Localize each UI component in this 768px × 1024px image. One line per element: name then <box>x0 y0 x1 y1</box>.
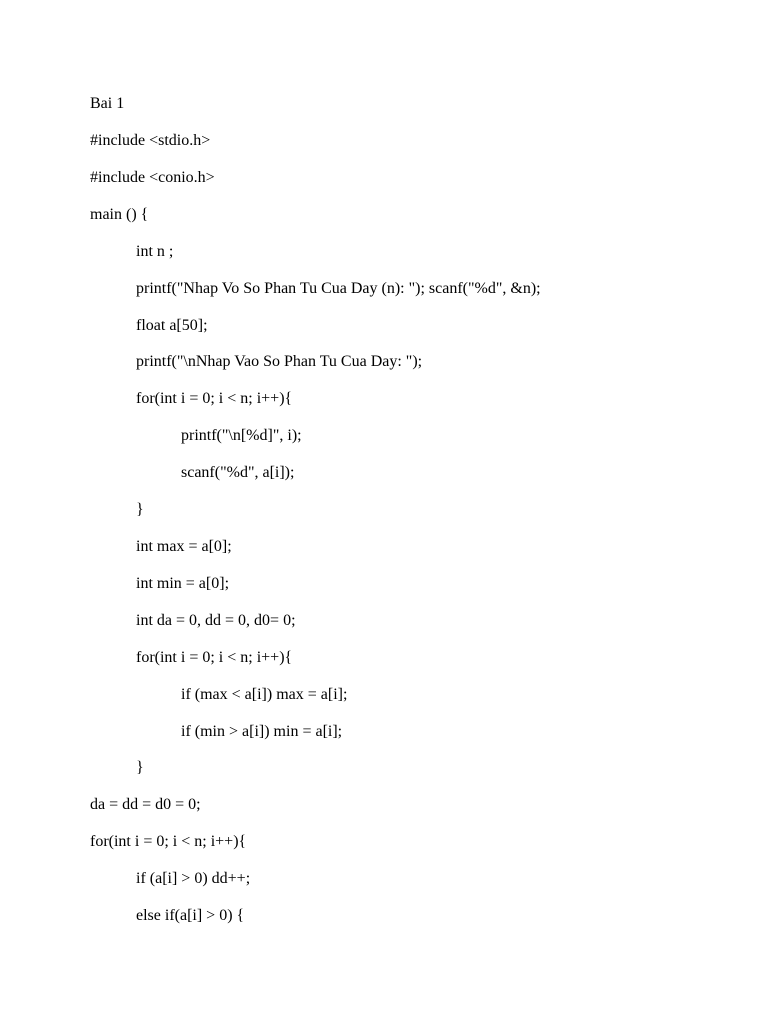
code-line-include-conio: #include <conio.h> <box>90 169 215 186</box>
code-line-counters: int da = 0, dd = 0, d0= 0; <box>136 612 296 629</box>
code-line-printf-index: printf("\n[%d]", i); <box>181 427 302 444</box>
code-line-int-max: int max = a[0]; <box>136 538 232 555</box>
document-title: Bai 1 <box>90 95 125 112</box>
code-line-for-input: for(int i = 0; i < n; i++){ <box>136 390 293 407</box>
code-line-for-count: for(int i = 0; i < n; i++){ <box>90 833 247 850</box>
code-line-reset-counters: da = dd = d0 = 0; <box>90 796 201 813</box>
code-line-if-positive: if (a[i] > 0) dd++; <box>136 870 251 887</box>
code-line-printf-prompt: printf("\nNhap Vao So Phan Tu Cua Day: "); <box>136 353 423 370</box>
code-line-int-min: int min = a[0]; <box>136 575 230 592</box>
code-line-printf-scanf-n: printf("Nhap Vo So Phan Tu Cua Day (n): "); scanf("%d", &n); <box>136 280 541 297</box>
code-line-else-if: else if(a[i] > 0) { <box>136 907 245 924</box>
code-line-if-min: if (min > a[i]) min = a[i]; <box>181 723 343 740</box>
code-line-close-brace: } <box>136 759 144 776</box>
code-line-scanf-element: scanf("%d", a[i]); <box>181 464 295 481</box>
code-line-close-brace: } <box>136 501 144 518</box>
code-line-for-minmax: for(int i = 0; i < n; i++){ <box>136 649 293 666</box>
code-line-if-max: if (max < a[i]) max = a[i]; <box>181 686 348 703</box>
code-line-include-stdio: #include <stdio.h> <box>90 132 211 149</box>
code-line-int-n: int n ; <box>136 243 174 260</box>
code-line-main: main () { <box>90 206 149 223</box>
code-line-float-array: float a[50]; <box>136 317 208 334</box>
